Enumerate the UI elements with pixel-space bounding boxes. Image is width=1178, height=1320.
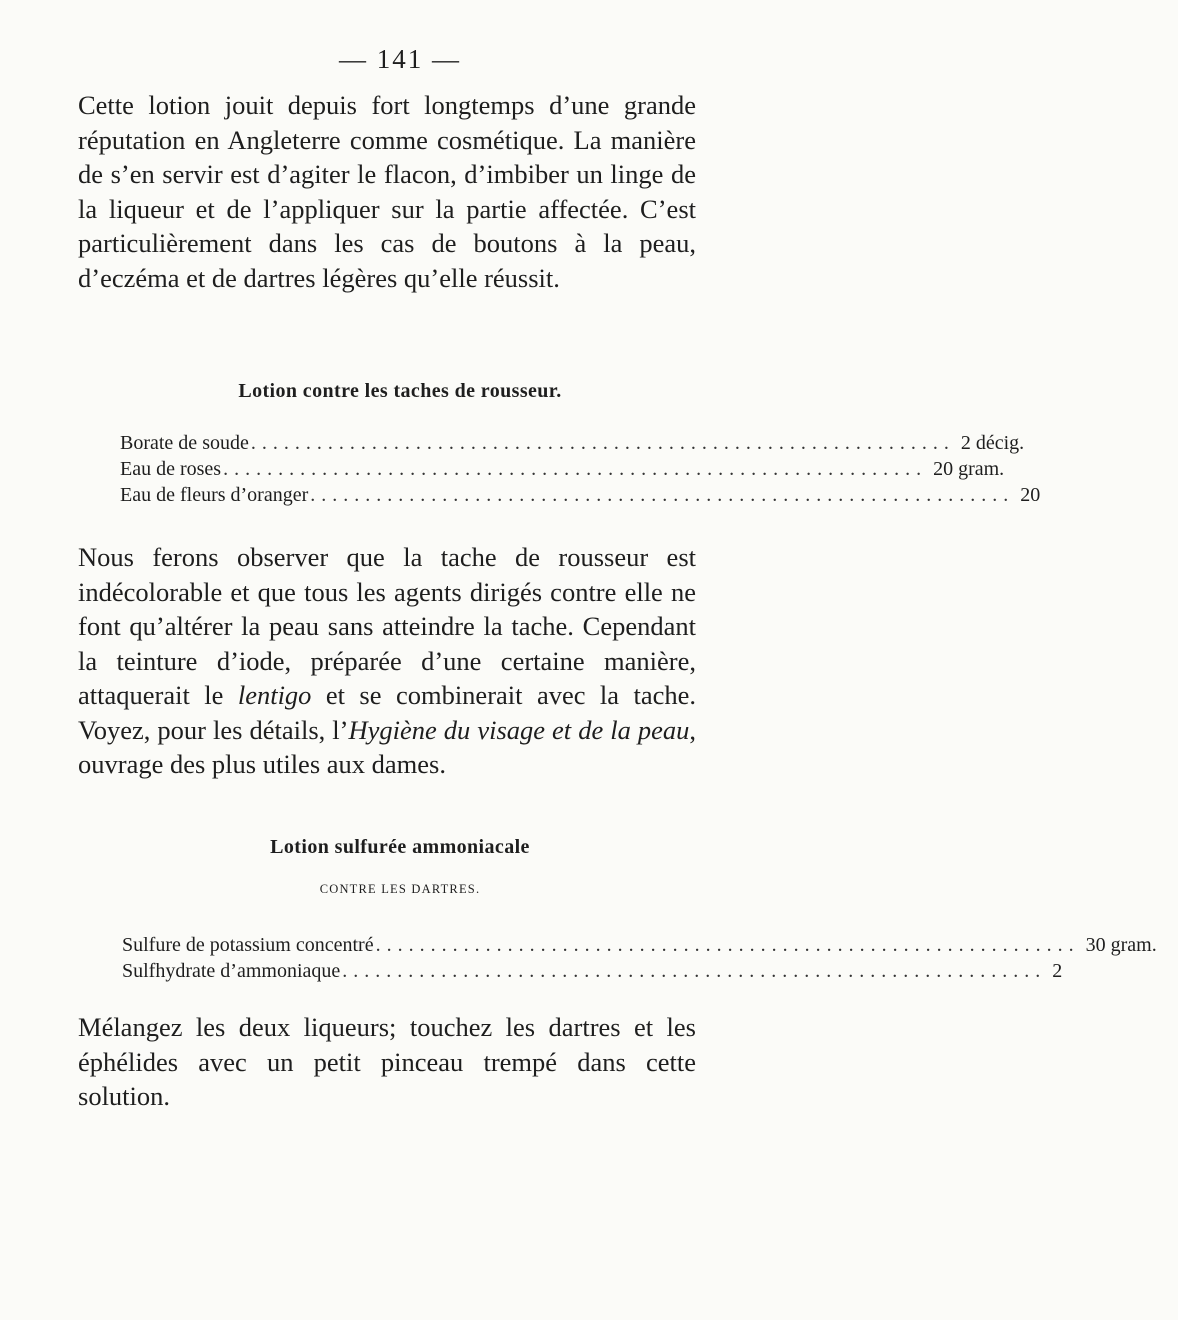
italic-book-title: Hygiène du visage et de la peau: [348, 714, 690, 745]
recipe-row: [120, 430, 1025, 456]
recipe-row: [122, 932, 1157, 958]
recipe-ingredient: Eau de fleurs d’oranger: [120, 484, 309, 506]
page-number: — 141 —: [339, 44, 461, 74]
recipe-row: [120, 482, 1041, 508]
section-title-sulfuree: Lotion sulfurée ammoniacale: [270, 836, 530, 858]
recipe-sulfuree: [122, 932, 1157, 984]
recipe-ingredient: Sulfhydrate d’ammoniaque: [122, 960, 341, 982]
recipe-quantity: 2 décig.: [960, 432, 1025, 454]
paragraph-lotion-reputation: Cette lotion jouit depuis fort longtemps d’une grande réputation en Angleterre comme cosmétique. La manière de s’en servir est d’agiter le flacon, d’imbiber un linge de la liqueur et de l’appliquer sur la partie affectée. C’est particulièrement dans les cas de boutons à la peau, d’eczéma et de dartres légères qu’elle réussit.: [78, 90, 696, 293]
paragraph-text: et se combinerait avec la tache. Voyez, pour les détails, l’: [78, 680, 696, 745]
recipe-rousseur: [120, 430, 1041, 508]
leader-dots: ................................................................: [342, 960, 1047, 982]
paragraph-melangez: Mélangez les deux liqueurs; touchez les dartres et les éphélides avec un petit pinceau trempé dans cette solution.: [78, 1012, 696, 1111]
leader-dots: ................................................................: [310, 484, 1015, 506]
italic-lentigo: lentigo: [237, 680, 312, 710]
recipe-ingredient: Eau de roses: [120, 458, 222, 480]
paragraph-text: , ouvrage des plus utiles aux dames.: [78, 714, 697, 779]
section-subtitle-dartres: CONTRE LES DARTRES.: [319, 882, 481, 896]
section-title-rousseur: Lotion contre les taches de rousseur.: [238, 380, 562, 402]
leader-dots: ................................................................: [223, 458, 928, 480]
recipe-quantity: 30 gram.: [1085, 934, 1157, 956]
recipe-row: [122, 958, 1063, 984]
paragraph-text: Nous ferons observer que la tache de rousseur est indécolorable et que tous les agents dirigés contre elle ne font qu’altérer la peau sans atteindre la tache. Cependant la teinture d’iode, préparée d’une certaine manière, attaquerait le: [78, 542, 696, 710]
leader-dots: ................................................................: [375, 934, 1080, 956]
recipe-quantity: 20: [1020, 484, 1041, 506]
leader-dots: ................................................................: [250, 432, 955, 454]
paragraph-tache-rousseur: [78, 540, 696, 782]
recipe-ingredient: Borate de soude: [120, 432, 249, 454]
recipe-ingredient: Sulfure de potassium concentré: [122, 934, 374, 956]
recipe-quantity: 20 gram.: [933, 458, 1005, 480]
recipe-quantity: 2: [1052, 960, 1063, 982]
recipe-row: [120, 456, 1005, 482]
